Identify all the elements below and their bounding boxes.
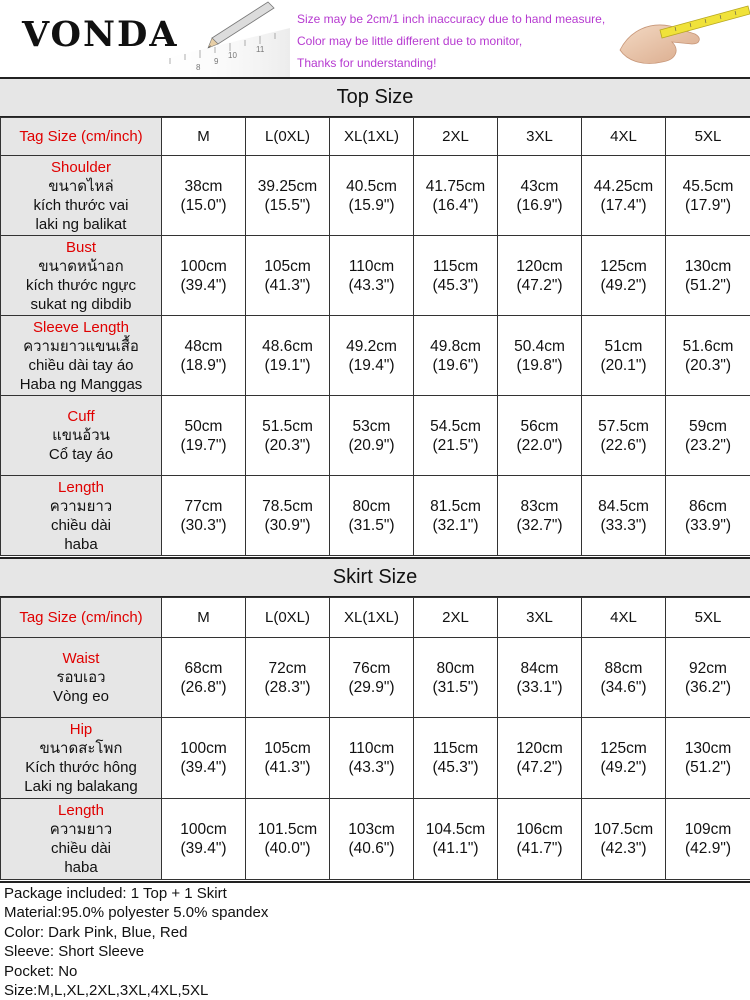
size-value-cell [582, 236, 666, 316]
value-inch: (31.5") [432, 678, 479, 696]
translation: Cổ tay áo [48, 446, 114, 463]
table-row [1, 396, 750, 476]
value-inch: (47.2") [516, 276, 563, 294]
value-inch: (17.4") [600, 196, 647, 214]
table-row [1, 718, 750, 799]
value-inch: (32.1") [432, 516, 479, 534]
value-inch: (18.9") [180, 356, 227, 374]
top-header-row [1, 118, 750, 156]
translation: แขนอ้วน [52, 427, 110, 444]
table-row [1, 156, 750, 236]
value-cm: 125cm [600, 740, 647, 757]
top-size-table [0, 117, 750, 556]
detail-line: Size:M,L,XL,2XL,3XL,4XL,5XL [4, 982, 209, 1000]
size-value-cell [666, 396, 750, 476]
translation: ความยาวแขนเสื้อ [23, 337, 139, 355]
size-value-cell [162, 799, 246, 880]
value-cm: 86cm [689, 497, 727, 515]
value-cm: 101.5cm [257, 821, 318, 838]
value-inch: (33.3") [600, 516, 647, 534]
translation: haba [64, 535, 98, 553]
table-row [1, 316, 750, 396]
detail-line: Material:95.0% polyester 5.0% spandex [4, 904, 269, 922]
measure-name: Hip [69, 721, 93, 738]
value-inch: (19.1") [264, 356, 311, 374]
translation: chiều dài [50, 516, 112, 534]
size-value-cell [582, 396, 666, 476]
translation: laki ng balikat [35, 215, 127, 233]
value-inch: (41.3") [264, 759, 311, 776]
value-cm: 54.5cm [430, 417, 481, 435]
value-cm: 59cm [689, 417, 727, 435]
value-inch: (22.0") [516, 436, 563, 454]
size-header: XL(1XL) [330, 598, 414, 638]
detail-line: Package included: 1 Top + 1 Skirt [4, 885, 227, 902]
size-value-cell [162, 396, 246, 476]
value-cm: 49.2cm [346, 337, 397, 355]
value-inch: (30.9") [264, 516, 311, 534]
size-value-cell [246, 316, 330, 396]
value-cm: 84.5cm [598, 497, 649, 515]
translation: ความยาว [49, 497, 113, 515]
value-inch: (39.4") [180, 759, 227, 776]
size-value-cell [498, 799, 582, 880]
value-inch: (20.3") [264, 436, 311, 454]
size-value-cell [582, 638, 666, 718]
size-value-cell [162, 236, 246, 316]
size-value-cell [330, 316, 414, 396]
value-cm: 110cm [348, 257, 395, 275]
value-cm: 105cm [264, 740, 311, 757]
size-value-cell [498, 236, 582, 316]
value-cm: 109cm [684, 821, 732, 838]
size-value-cell [666, 236, 750, 316]
value-cm: 100cm [180, 740, 227, 757]
value-cm: 43cm [520, 177, 559, 195]
size-value-cell [330, 799, 414, 880]
size-value-cell [666, 476, 750, 556]
value-cm: 125cm [600, 257, 647, 275]
value-cm: 107.5cm [593, 821, 654, 838]
size-header: 2XL [414, 118, 498, 156]
measure-name: Waist [62, 650, 100, 667]
note-line: Thanks for understanding! [297, 56, 437, 70]
size-header: 5XL [666, 598, 750, 638]
value-inch: (51.2") [685, 759, 731, 776]
size-value-cell [162, 156, 246, 236]
size-value-cell [414, 476, 498, 556]
value-cm: 53cm [352, 417, 391, 435]
size-value-cell [582, 476, 666, 556]
value-inch: (20.3") [685, 356, 731, 374]
value-cm: 130cm [684, 257, 732, 275]
translation: Laki ng balakang [24, 778, 138, 795]
ruler-mark: 10 [228, 51, 237, 60]
value-cm: 81.5cm [430, 497, 481, 515]
value-cm: 83cm [520, 497, 559, 515]
ruler-mark: 8 [196, 63, 201, 72]
value-inch: (19.4") [348, 356, 395, 374]
size-header: 4XL [582, 598, 666, 638]
value-cm: 68cm [184, 659, 223, 677]
value-inch: (20.9") [348, 436, 395, 454]
value-cm: 56cm [520, 417, 559, 435]
value-cm: 50.4cm [514, 337, 565, 355]
translation: ขนาดไหล่ [48, 177, 114, 195]
translation: chiều dài tay áo [28, 356, 134, 374]
value-inch: (51.2") [685, 276, 731, 294]
product-details [0, 881, 750, 1000]
value-cm: 110cm [348, 740, 395, 757]
translation: Haba ng Manggas [19, 375, 143, 393]
size-value-cell [162, 476, 246, 556]
value-cm: 130cm [684, 740, 732, 757]
measure-name: Shoulder [50, 158, 112, 176]
value-cm: 115cm [432, 257, 479, 275]
translation: รอบเอว [56, 669, 106, 686]
size-value-cell [330, 476, 414, 556]
size-header: 5XL [666, 118, 750, 156]
skirt-size-table [0, 597, 750, 880]
translation: Vòng eo [53, 688, 109, 705]
size-value-cell [582, 316, 666, 396]
value-inch: (33.1") [516, 678, 563, 696]
value-inch: (41.1") [432, 840, 479, 857]
size-header: 4XL [582, 118, 666, 156]
banner [0, 0, 750, 77]
value-cm: 38cm [184, 177, 223, 195]
size-value-cell [330, 638, 414, 718]
value-inch: (15.0") [180, 196, 227, 214]
size-value-cell [414, 718, 498, 799]
size-value-cell [414, 638, 498, 718]
table-row [1, 476, 750, 556]
measure-name: Bust [65, 238, 96, 256]
size-value-cell [162, 718, 246, 799]
translation: Kích thước hông [25, 759, 137, 776]
value-cm: 51.5cm [262, 417, 313, 435]
value-inch: (16.4") [432, 196, 479, 214]
size-value-cell [666, 156, 750, 236]
value-cm: 120cm [516, 740, 563, 757]
value-inch: (19.6") [432, 356, 479, 374]
size-value-cell [582, 799, 666, 880]
size-value-cell [414, 156, 498, 236]
table-row [1, 638, 750, 718]
detail-line: Pocket: No [4, 962, 78, 980]
table-row [1, 799, 750, 880]
value-inch: (29.9") [348, 678, 395, 696]
measuring-hand-illustration [600, 0, 750, 77]
value-inch: (23.2") [685, 436, 731, 454]
size-value-cell [246, 718, 330, 799]
size-value-cell [498, 316, 582, 396]
size-value-cell [162, 638, 246, 718]
value-inch: (15.9") [348, 196, 395, 214]
size-value-cell [414, 799, 498, 880]
value-cm: 80cm [436, 659, 475, 677]
size-value-cell [246, 156, 330, 236]
value-cm: 115cm [432, 740, 479, 757]
value-inch: (43.3") [348, 759, 395, 776]
value-cm: 78.5cm [262, 497, 313, 515]
value-cm: 39.25cm [257, 177, 318, 195]
value-cm: 44.25cm [593, 177, 654, 195]
translation: sukat ng dibdib [30, 295, 132, 313]
value-inch: (32.7") [516, 516, 563, 534]
translation: ขนาดสะโพก [39, 740, 123, 757]
measure-name: Length [58, 802, 104, 819]
size-value-cell [666, 799, 750, 880]
value-cm: 50cm [184, 417, 223, 435]
value-inch: (17.9") [685, 196, 731, 214]
size-header: L(0XL) [246, 118, 330, 156]
value-cm: 48.6cm [262, 337, 313, 355]
size-value-cell [246, 476, 330, 556]
size-value-cell [582, 718, 666, 799]
value-inch: (43.3") [348, 276, 395, 294]
value-inch: (39.4") [180, 276, 227, 294]
ruler-mark: 9 [214, 57, 219, 66]
size-value-cell [330, 236, 414, 316]
value-cm: 92cm [689, 659, 727, 677]
value-inch: (16.9") [516, 196, 563, 214]
value-inch: (33.9") [685, 516, 731, 534]
value-cm: 104.5cm [425, 821, 486, 838]
value-inch: (42.3") [600, 840, 647, 857]
translation: kích thước ngực [26, 276, 136, 294]
measure-label-cell [1, 718, 162, 799]
size-value-cell [330, 718, 414, 799]
value-inch: (41.3") [264, 276, 311, 294]
tag-size-header: Tag Size (cm/inch) [1, 118, 162, 156]
table-row [1, 236, 750, 316]
value-inch: (42.9") [685, 840, 731, 857]
size-value-cell [666, 638, 750, 718]
measure-label-cell [1, 236, 162, 316]
size-value-cell [414, 236, 498, 316]
measure-name: Cuff [67, 408, 95, 425]
measure-label-cell [1, 638, 162, 718]
translation: chiều dài [50, 840, 112, 857]
value-inch: (30.3") [180, 516, 227, 534]
size-value-cell [666, 718, 750, 799]
size-header: L(0XL) [246, 598, 330, 638]
value-inch: (31.5") [348, 516, 395, 534]
value-cm: 100cm [180, 821, 227, 838]
value-cm: 57.5cm [598, 417, 649, 435]
size-value-cell [414, 396, 498, 476]
value-cm: 80cm [352, 497, 391, 515]
value-inch: (15.5") [264, 196, 311, 214]
value-inch: (26.8") [180, 678, 227, 696]
size-value-cell [414, 316, 498, 396]
value-cm: 49.8cm [430, 337, 481, 355]
value-cm: 72cm [268, 659, 307, 677]
value-inch: (40.0") [264, 840, 311, 857]
value-inch: (19.7") [180, 436, 227, 454]
skirt-size-title: Skirt Size [0, 557, 750, 598]
pencil-ruler-illustration [150, 0, 290, 77]
ruler-mark: 11 [256, 45, 265, 54]
translation: ความยาว [49, 821, 113, 838]
size-header: 2XL [414, 598, 498, 638]
note-line: Size may be 2cm/1 inch inaccuracy due to hand measure, [297, 12, 606, 26]
translation: ขนาดหน้าอก [38, 257, 124, 275]
value-cm: 100cm [180, 257, 227, 275]
value-cm: 76cm [352, 659, 391, 677]
value-cm: 105cm [264, 257, 311, 275]
value-cm: 45.5cm [682, 177, 734, 195]
size-value-cell [246, 236, 330, 316]
size-value-cell [498, 638, 582, 718]
size-value-cell [246, 799, 330, 880]
size-value-cell [330, 156, 414, 236]
value-inch: (28.3") [264, 678, 311, 696]
value-cm: 40.5cm [346, 177, 397, 195]
translation: kích thước vai [33, 196, 129, 214]
measure-label-cell [1, 476, 162, 556]
value-cm: 103cm [348, 821, 395, 838]
measure-name: Length [58, 478, 104, 496]
value-inch: (45.3") [432, 276, 479, 294]
value-inch: (45.3") [432, 759, 479, 776]
size-value-cell [498, 476, 582, 556]
size-header: M [162, 598, 246, 638]
translation: haba [64, 859, 98, 876]
size-header: 3XL [498, 598, 582, 638]
size-value-cell [246, 396, 330, 476]
value-inch: (36.2") [685, 678, 731, 696]
size-value-cell [498, 396, 582, 476]
value-inch: (22.6") [600, 436, 647, 454]
value-inch: (49.2") [600, 276, 647, 294]
detail-line: Color: Dark Pink, Blue, Red [4, 923, 188, 941]
value-inch: (40.6") [348, 840, 395, 857]
size-value-cell [498, 718, 582, 799]
note-line: Color may be little different due to monitor, [297, 34, 523, 48]
value-inch: (47.2") [516, 759, 563, 776]
size-header: 3XL [498, 118, 582, 156]
skirt-header-row [1, 598, 750, 638]
measure-label-cell [1, 316, 162, 396]
detail-line: Sleeve: Short Sleeve [4, 943, 145, 961]
value-inch: (49.2") [600, 759, 647, 776]
value-cm: 106cm [516, 821, 563, 838]
measure-label-cell [1, 799, 162, 880]
brand-logo: VONDA [22, 14, 179, 55]
size-header: XL(1XL) [330, 118, 414, 156]
size-value-cell [498, 156, 582, 236]
tag-size-header: Tag Size (cm/inch) [1, 598, 162, 638]
size-header: M [162, 118, 246, 156]
value-cm: 84cm [520, 659, 559, 677]
value-inch: (19.8") [516, 356, 563, 374]
value-cm: 51cm [604, 337, 643, 355]
size-value-cell [246, 638, 330, 718]
value-inch: (21.5") [432, 436, 479, 454]
size-value-cell [582, 156, 666, 236]
size-value-cell [666, 316, 750, 396]
value-cm: 48cm [184, 337, 223, 355]
top-size-title: Top Size [0, 77, 750, 118]
value-cm: 77cm [184, 497, 223, 515]
disclaimer-notes [297, 8, 617, 74]
value-cm: 120cm [516, 257, 563, 275]
measure-name: Sleeve Length [33, 318, 129, 336]
value-inch: (20.1") [600, 356, 647, 374]
size-value-cell [162, 316, 246, 396]
value-inch: (39.4") [180, 840, 227, 857]
value-cm: 88cm [604, 659, 643, 677]
value-cm: 41.75cm [425, 177, 486, 195]
value-inch: (41.7") [516, 840, 563, 857]
value-cm: 51.6cm [682, 337, 734, 355]
size-value-cell [330, 396, 414, 476]
value-inch: (34.6") [600, 678, 647, 696]
measure-label-cell [1, 396, 162, 476]
measure-label-cell [1, 156, 162, 236]
